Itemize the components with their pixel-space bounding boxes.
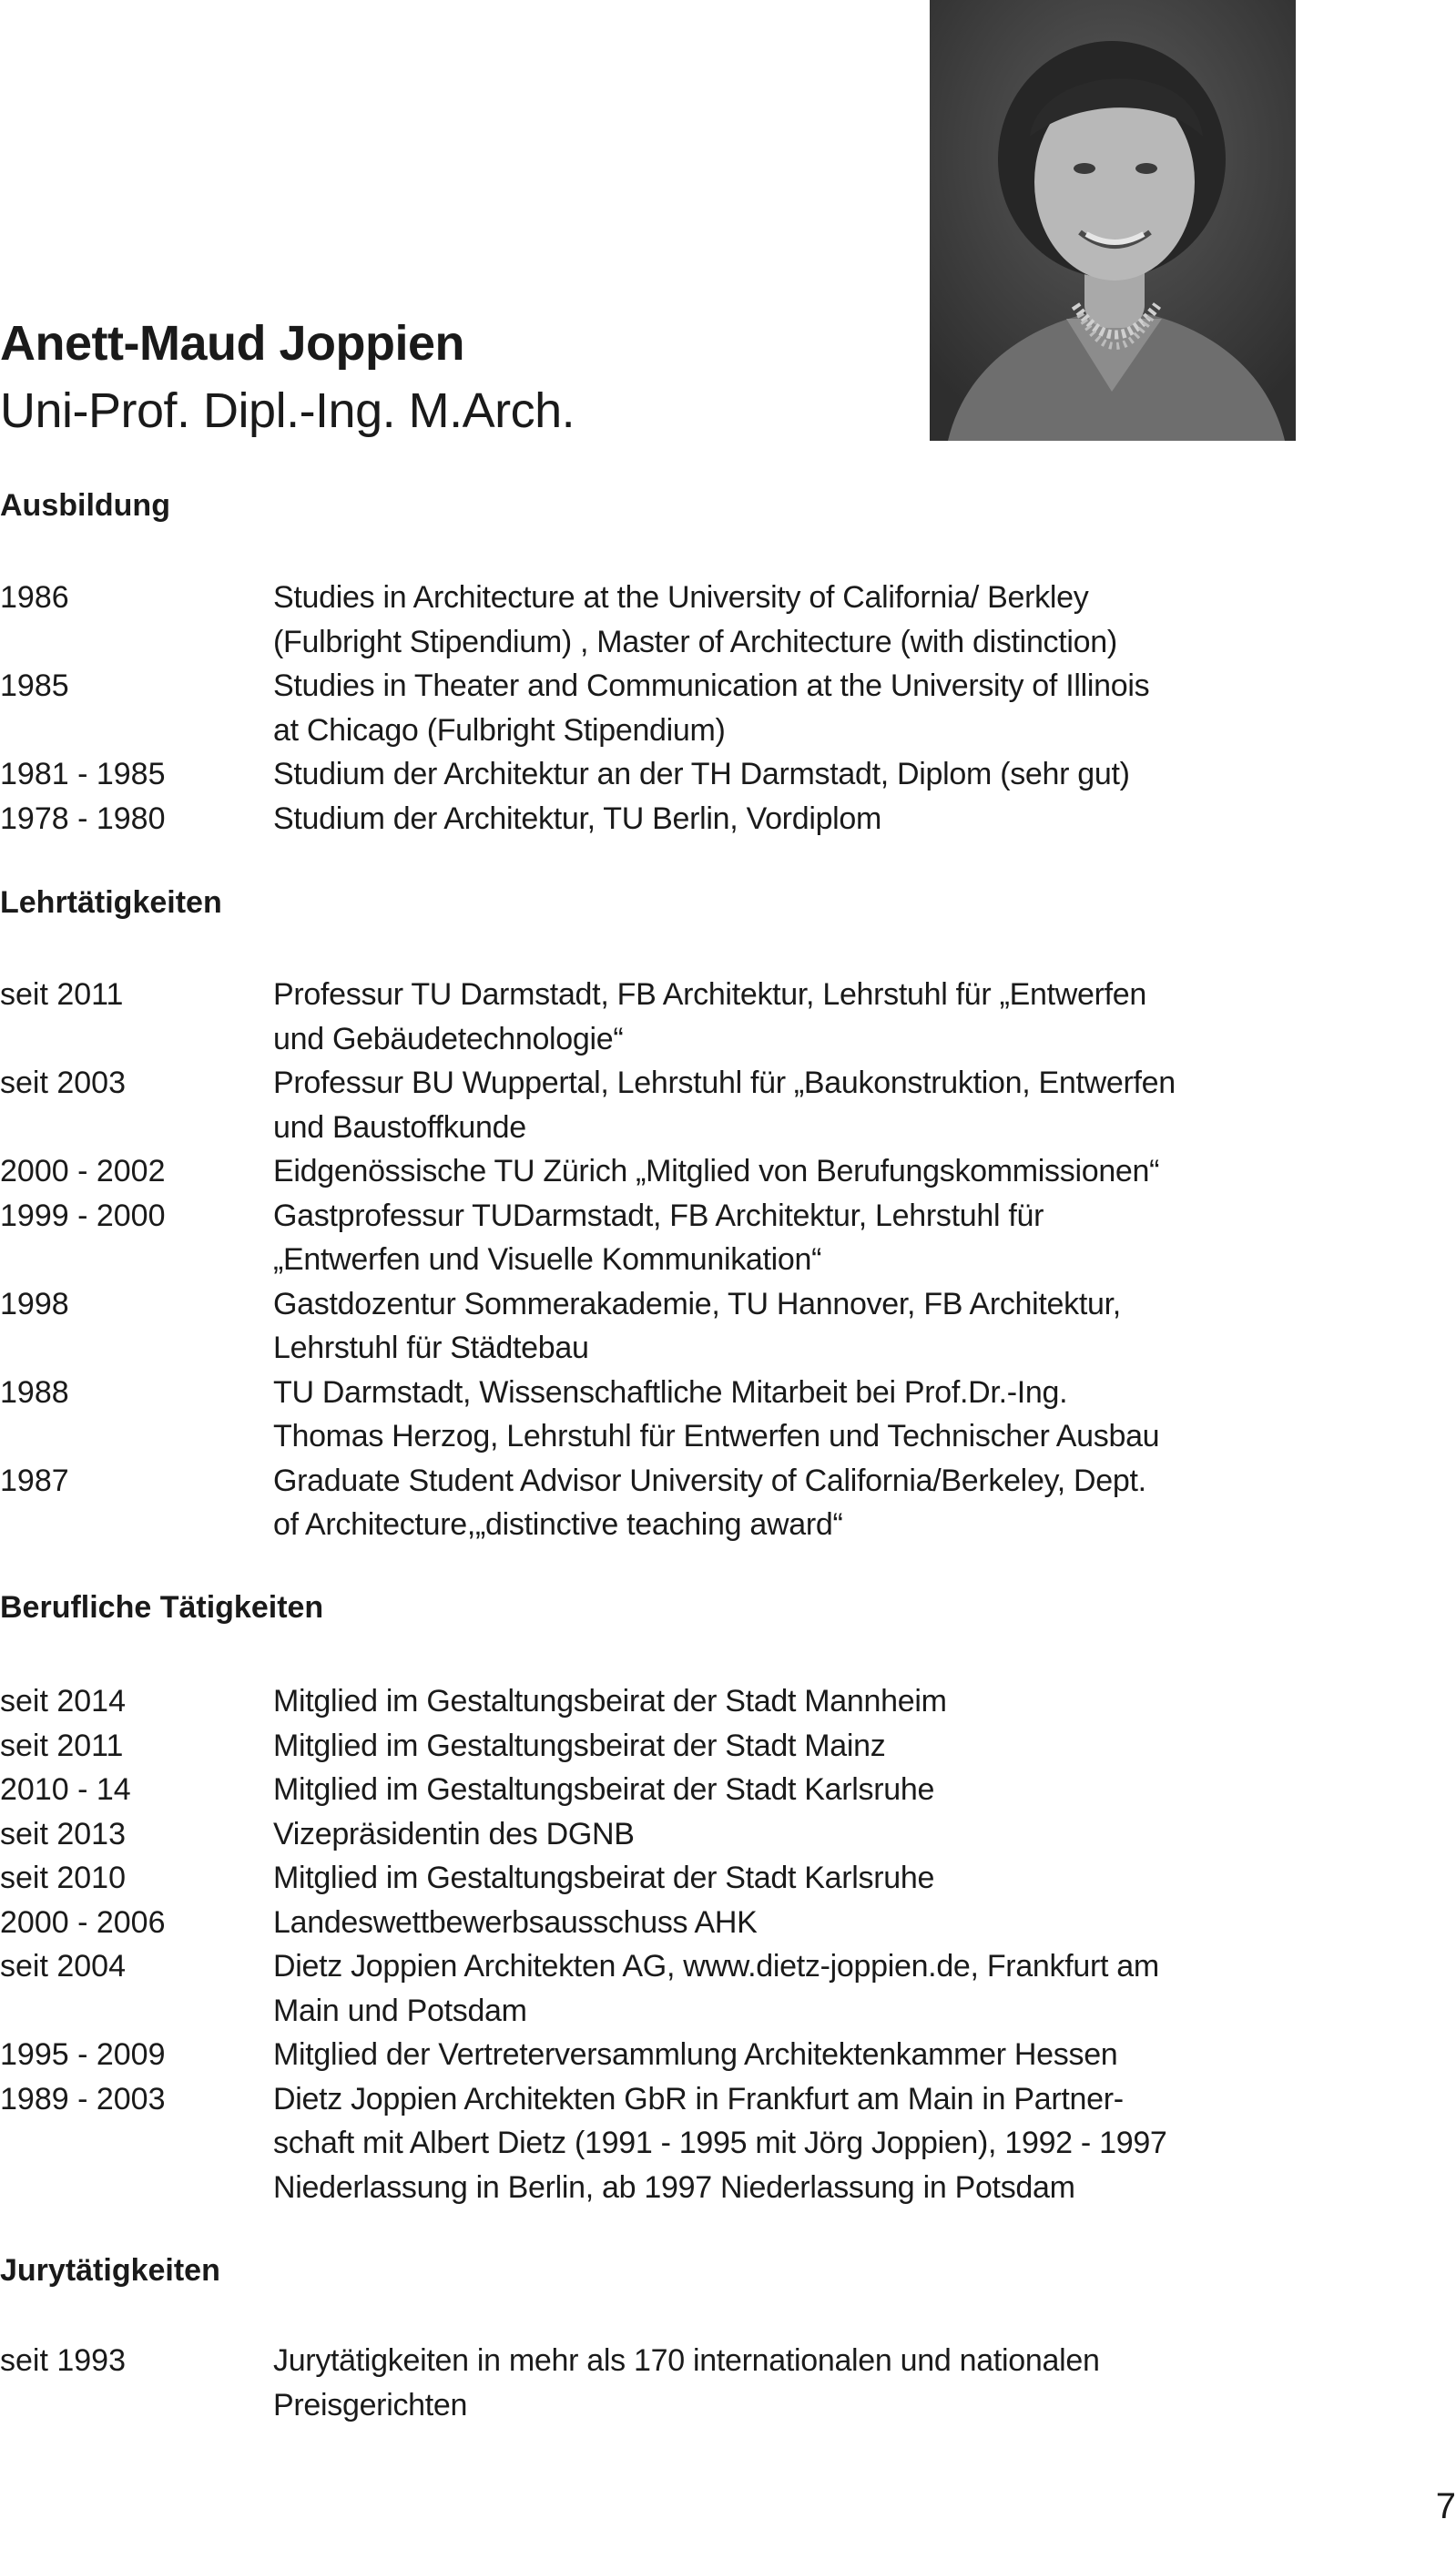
list-item — [0, 752, 1293, 797]
entry-date: seit 2013 — [0, 1816, 126, 1851]
entry-text: Mitglied im Gestaltungsbeirat der Stadt Karlsruhe — [273, 1861, 935, 1895]
entry-date: 1981 - 1985 — [0, 757, 166, 791]
list-item — [0, 2077, 1293, 2210]
entry-date: 2010 - 14 — [0, 1772, 131, 1807]
entry-date: 1995 - 2009 — [0, 2037, 166, 2072]
section-heading-jurytaetigkeiten: Jurytätigkeiten — [0, 2253, 220, 2288]
entry-text: Gastdozentur Sommerakademie, TU Hannover, FB Architektur, Lehrstuhl für Städtebau — [273, 1286, 1121, 1365]
entry-date: 1989 - 2003 — [0, 2081, 166, 2116]
entry-text: Studies in Architecture at the University of California/ Berkley (Fulbright Stipendium) , Master of Architecture (with distinction) — [273, 580, 1117, 659]
entry-date: 1978 - 1980 — [0, 801, 166, 836]
entry-text: Eidgenössische TU Zürich „Mitglied von Berufungskommissionen“ — [273, 1154, 1160, 1188]
entry-text: Mitglied der Vertreterversammlung Architektenkammer Hessen — [273, 2037, 1118, 2072]
person-title: Uni-Prof. Dipl.-Ing. M.Arch. — [0, 383, 575, 438]
list-item — [0, 1812, 1293, 1857]
entry-date: seit 2010 — [0, 1861, 126, 1895]
entry-date: seit 2004 — [0, 1949, 126, 1984]
entry-text: Professur BU Wuppertal, Lehrstuhl für „Baukonstruktion, Entwerfen und Baustoffkunde — [273, 1066, 1176, 1145]
list-item — [0, 1679, 1293, 1724]
list-item — [0, 664, 1293, 752]
entry-date: 1986 — [0, 580, 69, 615]
entries-jurytaetigkeiten — [0, 2339, 1293, 2427]
entry-text: Gastprofessur TUDarmstadt, FB Architektur, Lehrstuhl für „Entwerfen und Visuelle Kommunikation“ — [273, 1198, 1044, 1277]
page-number: 7 — [1435, 2486, 1456, 2526]
entry-date: seit 2011 — [0, 977, 124, 1012]
entry-text: Mitglied im Gestaltungsbeirat der Stadt Mainz — [273, 1728, 886, 1763]
list-item — [0, 1149, 1293, 1194]
entry-date: 2000 - 2002 — [0, 1154, 166, 1188]
entry-text: Vizepräsidentin des DGNB — [273, 1816, 635, 1851]
list-item — [0, 1768, 1293, 1812]
entry-text: Dietz Joppien Architekten GbR in Frankfurt am Main in Partner- schaft mit Albert Dietz (1991 - 1995 mit Jörg Joppien), 1992 - 1997 Niederlassung in Berlin, ab 1997 Niederlassung in Potsdam — [273, 2081, 1167, 2205]
entry-date: 1999 - 2000 — [0, 1198, 166, 1233]
entry-text: Studies in Theater and Communication at the University of Illinois at Chicago (Fulbright Stipendium) — [273, 668, 1150, 748]
portrait-illustration — [930, 0, 1296, 441]
list-item — [0, 1194, 1293, 1282]
person-name: Anett-Maud Joppien — [0, 316, 464, 371]
list-item — [0, 973, 1293, 1061]
entry-text: TU Darmstadt, Wissenschaftliche Mitarbeit bei Prof.Dr.-Ing. Thomas Herzog, Lehrstuhl für Entwerfen und Technischer Ausbau — [273, 1374, 1160, 1454]
entry-date: 2000 - 2006 — [0, 1904, 166, 1940]
entry-date: 1985 — [0, 668, 69, 703]
list-item — [0, 1459, 1293, 1547]
entry-text: Mitglied im Gestaltungsbeirat der Stadt Karlsruhe — [273, 1772, 935, 1807]
entries-ausbildung — [0, 576, 1293, 841]
list-item — [0, 1944, 1293, 2033]
section-heading-lehrtaetigkeiten: Lehrtätigkeiten — [0, 885, 222, 920]
section-heading-ausbildung: Ausbildung — [0, 488, 170, 523]
entry-date: 1987 — [0, 1463, 69, 1498]
entry-text: Professur TU Darmstadt, FB Architektur, Lehrstuhl für „Entwerfen und Gebäudetechnologie“ — [273, 977, 1146, 1056]
list-item — [0, 797, 1293, 842]
entry-date: 1998 — [0, 1286, 69, 1321]
list-item — [0, 1856, 1293, 1901]
list-item — [0, 1282, 1293, 1371]
list-item — [0, 2339, 1293, 2427]
entry-text: Landeswettbewerbsausschuss AHK — [273, 1904, 758, 1940]
list-item — [0, 1061, 1293, 1149]
portrait-photo — [930, 0, 1296, 441]
entries-lehrtaetigkeiten — [0, 973, 1293, 1547]
entry-text: Dietz Joppien Architekten AG, www.dietz-joppien.de, Frankfurt am Main und Potsdam — [273, 1949, 1159, 2028]
entry-date: seit 1993 — [0, 2343, 126, 2378]
entry-text: Studium der Architektur an der TH Darmstadt, Diplom (sehr gut) — [273, 757, 1130, 791]
entry-date: seit 2014 — [0, 1684, 126, 1719]
entry-text: Graduate Student Advisor University of California/Berkeley, Dept. of Architecture,„distinctive teaching award“ — [273, 1463, 1146, 1542]
list-item — [0, 576, 1293, 664]
entry-date: seit 2011 — [0, 1728, 124, 1763]
list-item — [0, 2033, 1293, 2077]
entries-berufliche-taetigkeiten — [0, 1679, 1293, 2209]
entry-date: seit 2003 — [0, 1066, 126, 1100]
entry-text: Studium der Architektur, TU Berlin, Vordiplom — [273, 801, 882, 836]
list-item — [0, 1371, 1293, 1459]
entry-text: Jurytätigkeiten in mehr als 170 internationalen und nationalen Preisgerichten — [273, 2343, 1100, 2422]
entry-text: Mitglied im Gestaltungsbeirat der Stadt Mannheim — [273, 1684, 947, 1719]
list-item — [0, 1901, 1293, 1945]
list-item — [0, 1724, 1293, 1769]
entry-date: 1988 — [0, 1374, 69, 1410]
section-heading-berufliche-taetigkeiten: Berufliche Tätigkeiten — [0, 1590, 324, 1625]
